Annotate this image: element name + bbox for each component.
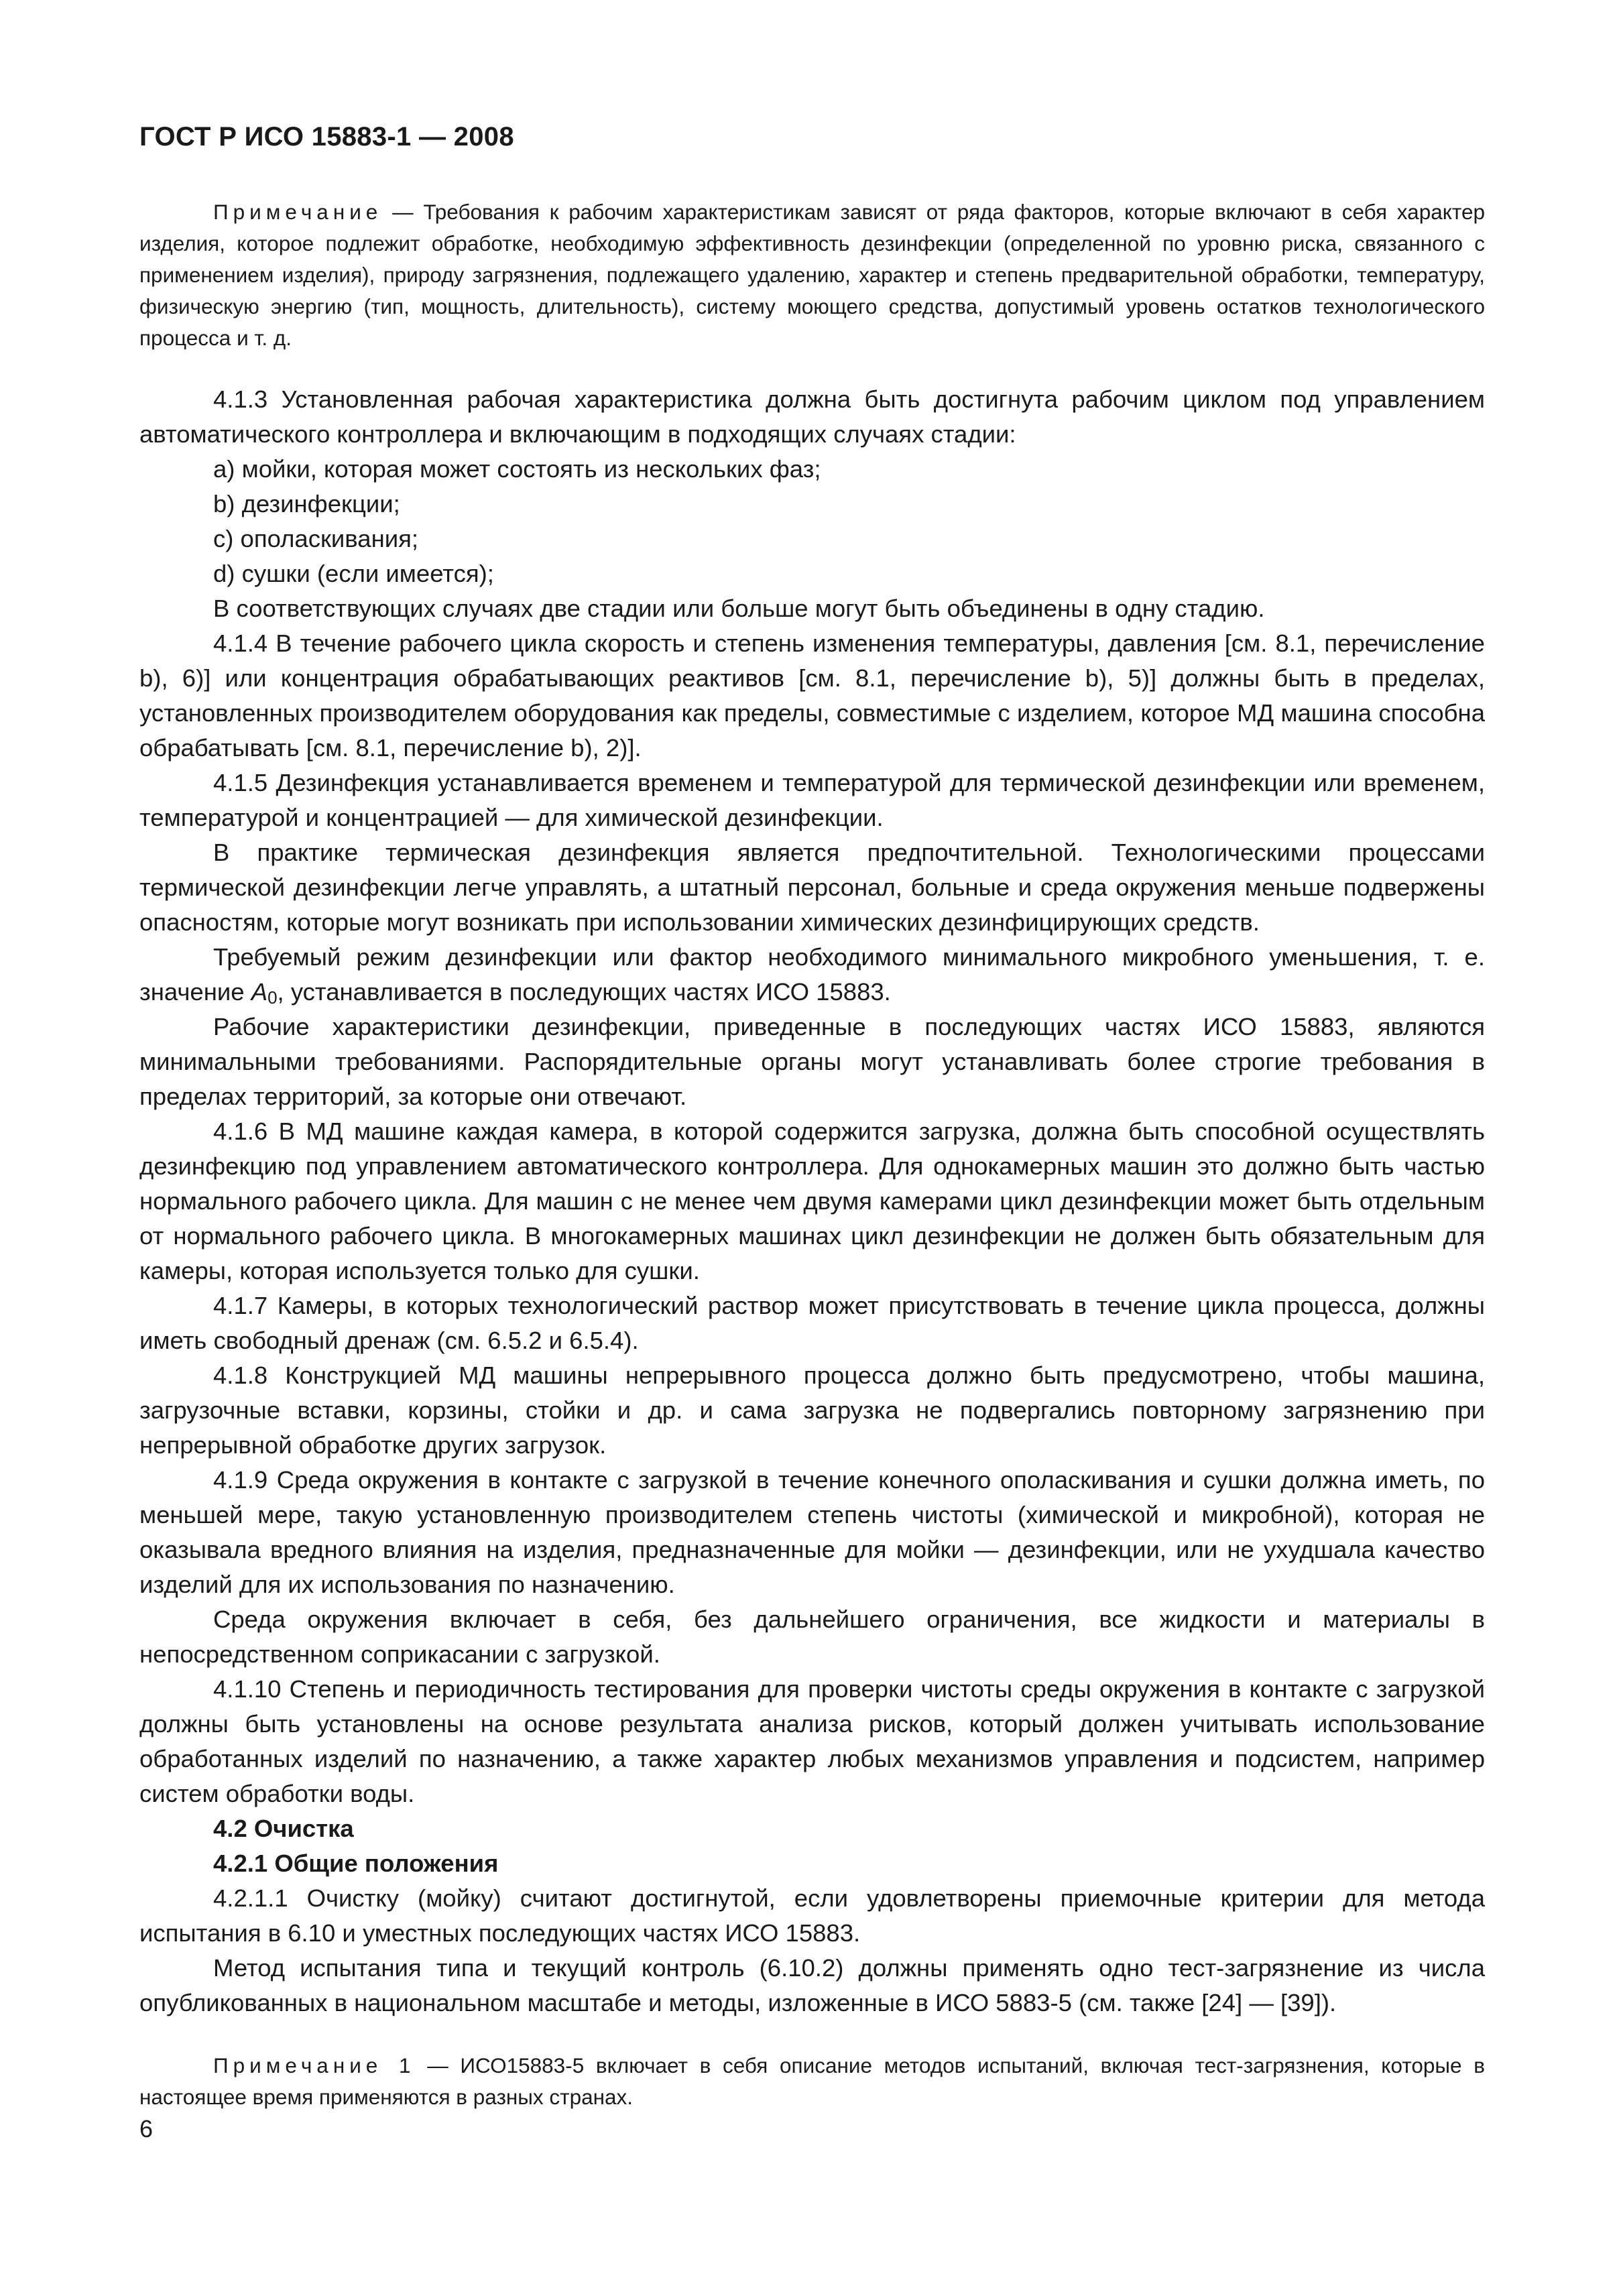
paragraph-4-2-1-1-test-method: Метод испытания типа и текущий контроль (6.10.2) должны применять одно тест-загрязнение из числа опубликованных в национальном масштабе и методы, изложенные в ИСО 5883-5 (см. также [24] — [39]). xyxy=(139,1954,1485,2016)
a0-subscript: 0 xyxy=(267,987,278,1008)
paragraph-4-1-9: 4.1.9 Среда окружения в контакте с загрузкой в течение конечного ополаскивания и сушки должна иметь, по меньшей мере, такую установленную производителем степень чистоты (химической и микробной), которая не оказывала вредного влияния на изделия, предназначенные для мойки — дезинфекции, или не ухудшала качество изделий для их использования по назначению. xyxy=(139,1466,1485,1598)
note-label: Примечание xyxy=(213,200,383,224)
paragraph-4-1-9-environment: Среда окружения включает в себя, без дальнейшего ограничения, все жидкости и материалы в непосредственном соприкасании с загрузкой. xyxy=(139,1606,1485,1668)
paragraph-4-1-3-combined-stages: В соответствующих случаях две стадии или больше могут быть объединены в одну стадию. xyxy=(213,595,1265,622)
heading-4-2-1: 4.2.1 Общие положения xyxy=(213,1850,499,1877)
list-item-a: а) мойки, которая может состоять из нескольких фаз; xyxy=(213,455,821,483)
page-number: 6 xyxy=(139,2115,154,2142)
paragraph-4-1-7: 4.1.7 Камеры, в которых технологический раствор может присутствовать в течение цикла процесса, должны иметь свободный дренаж (см. 6.5.2 и 6.5.4). xyxy=(139,1292,1485,1354)
paragraph-4-1-3: 4.1.3 Установленная рабочая характеристика должна быть достигнута рабочим циклом под управлением автоматического контроллера и включающим в подходящих случаях стадии: xyxy=(139,385,1485,448)
paragraph-4-1-4: 4.1.4 В течение рабочего цикла скорость и степень изменения температуры, давления [см. 8.1, перечисление b), 6)] или концентрация обрабатывающих реактивов [см. 8.1, перечисление b), 5)] должны быть в пределах, установленных производителем оборудования как пределы, совместимые с изделием, которое МД машина способна обрабатывать [см. 8.1, перечисление b), 2)]. xyxy=(139,629,1485,762)
a0-variable: A xyxy=(251,978,268,1006)
list-item-c: с) ополаскивания; xyxy=(213,525,419,552)
heading-4-2: 4.2 Очистка xyxy=(213,1815,354,1842)
document-header: ГОСТ Р ИСО 15883-1 — 2008 xyxy=(139,122,514,152)
paragraph-4-1-6: 4.1.6 В МД машине каждая камера, в которой содержится загрузка, должна быть способной осуществлять дезинфекцию под управлением автоматического контроллера. Для однокамерных машин это должно быть частью нормального рабочего цикла. Для машин с не менее чем двумя камерами цикл дезинфекции может быть отдельным от нормального рабочего цикла. В многокамерных машинах цикл дезинфекции не должен быть обязательным для камеры, которая используется только для сушки. xyxy=(139,1117,1485,1284)
note-1-text: — ИСО15883-5 включает в себя описание методов испытаний, включая тест-загрязнения, которые в настоящее время применяются в разных странах. xyxy=(139,2053,1485,2109)
a0-text-before: Требуемый режим дезинфекции или фактор необходимого минимального микробного уменьшения, т. е. значение xyxy=(139,943,1485,1006)
note-1-test-soils xyxy=(139,2050,1485,2113)
a0-text-after: , устанавливается в последующих частях ИСО 15883. xyxy=(277,978,891,1006)
note-1-label: Примечание 1 xyxy=(213,2053,416,2077)
paragraph-4-1-5: 4.1.5 Дезинфекция устанавливается временем и температурой для термической дезинфекции или временем, температурой и концентрацией — для химической дезинфекции. xyxy=(139,769,1485,831)
paragraph-4-2-1-1: 4.2.1.1 Очистку (мойку) считают достигнутой, если удовлетворены приемочные критерии для метода испытания в 6.10 и уместных последующих частях ИСО 15883. xyxy=(139,1884,1485,1947)
paragraph-4-1-5-requirements: Рабочие характеристики дезинфекции, приведенные в последующих частях ИСО 15883, являются минимальными требованиями. Распорядительные органы могут устанавливать более строгие требования в пределах территорий, за которые они отвечают. xyxy=(139,1013,1485,1110)
document-body xyxy=(139,196,1485,2113)
note-text: — Требования к рабочим характеристикам зависят от ряда факторов, которые включают в себя характер изделия, которое подлежит обработке, необходимую эффективность дезинфекции (определенной по уровню риска, связанного с применением изделия), природу загрязнения, подлежащего удалению, характер и степень предварительной обработки, температуру, физическую энергию (тип, мощность, длительность), систему моющего средства, допустимый уровень остатков технологического процесса и т. д. xyxy=(139,200,1485,350)
paragraph-4-1-5-a0 xyxy=(139,940,1485,1010)
note-requirements xyxy=(139,196,1485,354)
paragraph-4-1-5-thermal: В практике термическая дезинфекция является предпочтительной. Технологическими процессами термической дезинфекции легче управлять, а штатный персонал, больные и среда окружения меньше подвержены опасностям, которые могут возникать при использовании химических дезинфицирующих средств. xyxy=(139,839,1485,936)
list-item-d: d) сушки (если имеется); xyxy=(213,560,494,587)
list-item-b: b) дезинфекции; xyxy=(213,490,400,518)
paragraph-4-1-10: 4.1.10 Степень и периодичность тестирования для проверки чистоты среды окружения в контакте с загрузкой должны быть установлены на основе результата анализа рисков, который должен учитывать использование обработанных изделий по назначению, а также характер любых механизмов управления и подсистем, например систем обработки воды. xyxy=(139,1675,1485,1807)
paragraph-4-1-8: 4.1.8 Конструкцией МД машины непрерывного процесса должно быть предусмотрено, чтобы машина, загрузочные вставки, корзины, стойки и др. и сама загрузка не подвергались повторному загрязнению при непрерывной обработке других загрузок. xyxy=(139,1362,1485,1459)
